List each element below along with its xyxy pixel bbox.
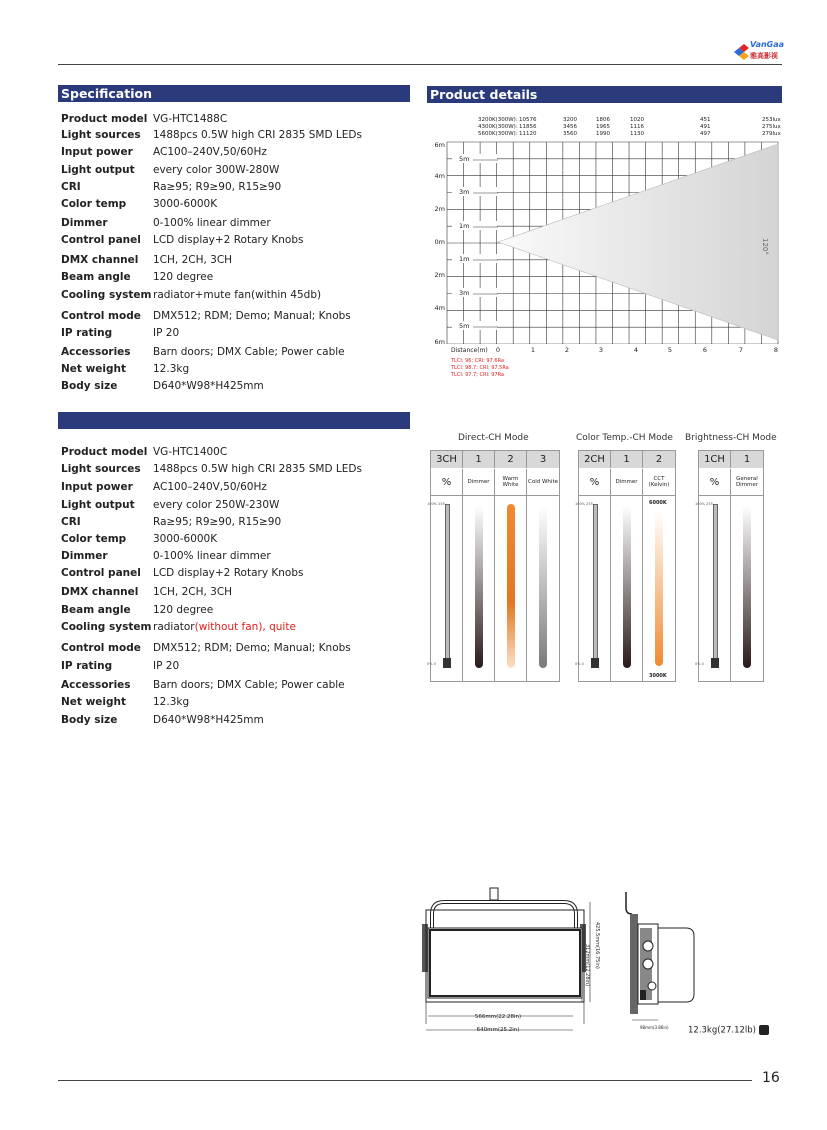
mode-sub-cell (495, 469, 527, 496)
spec-value-text: 120 degree (153, 271, 214, 283)
spec-value (153, 271, 213, 283)
spec-value (153, 516, 281, 528)
lux-value: 1806 (596, 117, 610, 123)
spec-key: Control panel (61, 234, 141, 246)
mode-sub-text: % (709, 476, 720, 488)
fader-track (593, 504, 598, 668)
mode-sub-text: Cold White (528, 479, 558, 485)
fader-top-label: 100% 255 (695, 502, 713, 506)
spec-key: Control panel (61, 567, 141, 579)
mode-head-cell: 1CH (699, 451, 731, 468)
spec-value-text: 0-100% linear dimmer (153, 550, 271, 562)
spec-value-text: 120 degree (153, 604, 214, 616)
mode-sub-cell (527, 469, 559, 496)
x-tick-label: 1 (530, 346, 536, 354)
spec-value (153, 696, 189, 708)
lux-value: 279lux (762, 131, 781, 137)
spec-value-text: 12.3kg (153, 363, 190, 375)
mode-sub-cell (463, 469, 495, 496)
spec-value (153, 164, 279, 176)
spec-value-text: radiator+mute fan(within 45db) (153, 289, 322, 301)
spec-key: IP rating (61, 327, 113, 339)
weight-icon (759, 1025, 769, 1035)
mode-sub-text: % (441, 476, 452, 488)
mode-head-cell: 1 (731, 451, 763, 468)
spec-value-text: Barn doors; DMX Cable; Power cable (153, 679, 345, 691)
logo-text: VanGaa (750, 40, 785, 49)
spec-key: Cooling system (61, 289, 152, 301)
spec-value (153, 679, 345, 691)
dim-width-outer: 640mm(25.2in) (476, 1027, 520, 1033)
spec-value (153, 550, 271, 562)
cct-mode-title: Color Temp.-CH Mode (576, 433, 673, 443)
dim-height-inner: 312mm(12.28in) (584, 944, 590, 987)
spec-value (153, 586, 232, 598)
y-axis-label: 6m (434, 141, 445, 149)
spec-value (153, 217, 271, 229)
brand-logo (730, 40, 786, 64)
mode-column (731, 496, 763, 681)
spec-value (153, 499, 279, 511)
lux-value: 491 (700, 124, 711, 130)
spec-key: Accessories (61, 679, 131, 691)
spec-value-text: DMX512; RDM; Demo; Manual; Knobs (153, 310, 351, 322)
y-axis-label: 2m (434, 205, 445, 213)
mode-column (611, 496, 643, 681)
lux-value: 3456 (563, 124, 577, 130)
lux-value: 11856 (519, 124, 537, 130)
x-tick-label: 8 (773, 346, 779, 354)
spec-value (153, 446, 227, 458)
spec-key: Light sources (61, 129, 141, 141)
distance-label: 3m (459, 289, 470, 297)
details-title: Product details (430, 87, 538, 102)
spec-key: CRI (61, 516, 81, 528)
lux-value: 3560 (563, 131, 577, 137)
fader-bottom-label: 0% 0 (427, 662, 436, 666)
mode-column (527, 496, 559, 681)
spec-value (153, 113, 227, 125)
x-axis-title: Distance(m) (451, 347, 488, 354)
spec-value-text: 1488pcs 0.5W high CRI 2835 SMD LEDs (153, 463, 362, 475)
fader-knob[interactable] (711, 658, 719, 668)
spec-value (153, 463, 362, 475)
spec-title-bar (58, 85, 410, 102)
dim-depth: 98mm(3.86in) (640, 1025, 669, 1030)
spec-value (153, 254, 232, 266)
spec-key: CRI (61, 181, 81, 193)
lux-value: 253lux (762, 117, 781, 123)
spec-value-text: AC100–240V,50/60Hz (153, 481, 267, 493)
mode-column (643, 496, 675, 681)
spec-value-text: every color 300W-280W (153, 164, 280, 176)
header-rule (58, 64, 782, 65)
lux-value: 451 (700, 117, 711, 123)
fader-top-label: 100% 255 (575, 502, 593, 506)
spec-value-text: 1CH, 2CH, 3CH (153, 254, 233, 266)
fader-knob[interactable] (443, 658, 451, 668)
spec-value (153, 129, 362, 141)
spec-key: Color temp (61, 198, 127, 210)
spec-value-text: radiator (153, 621, 195, 633)
spec-key: Input power (61, 481, 133, 493)
lux-value: 275lux (762, 124, 781, 130)
weight-text: 12.3kg(27.12lb) (688, 1025, 756, 1036)
channel-gradient-bar (623, 506, 631, 668)
front-view-drawing (410, 884, 610, 1040)
channel-gradient-bar (539, 506, 547, 668)
mode-sub-text: Warm White (502, 476, 519, 488)
spec-value-text: AC100–240V,50/60Hz (153, 146, 267, 158)
mode-sub-text: Dimmer (467, 479, 490, 485)
fader-bottom-label: 0% 0 (695, 662, 704, 666)
tlci-label: TLCI: 96; CRI: 97.6Ra (451, 358, 504, 364)
mode-column (463, 496, 495, 681)
x-tick-label: 3 (598, 346, 604, 354)
spec-value (153, 567, 303, 579)
lux-value: 1990 (596, 131, 610, 137)
direct-mode-title: Direct-CH Mode (458, 433, 529, 443)
distance-label: 5m (459, 322, 470, 330)
beam-chart (425, 136, 785, 386)
spec-value (153, 660, 179, 672)
spec-key: Beam angle (61, 604, 131, 616)
spec-value-text: Ra≥95; R9≥90, R15≥90 (153, 181, 282, 193)
spec-key: Dimmer (61, 217, 108, 229)
mode-head-cell: 2 (643, 451, 675, 468)
lux-value: 10576 (519, 117, 537, 123)
spec-value (153, 604, 213, 616)
x-tick-label: 2 (564, 346, 570, 354)
spec-value-text: LCD display+2 Rotary Knobs (153, 234, 304, 246)
tlci-label: TLCI: 98.7; CRI: 97.5Ra (451, 365, 509, 371)
spec-value (153, 714, 264, 726)
x-tick-label: 0 (495, 346, 501, 354)
lux-value: 3200 (563, 117, 577, 123)
channel-gradient-bar (475, 506, 483, 668)
mode-sub-text: % (589, 476, 600, 488)
spec-value-text: Barn doors; DMX Cable; Power cable (153, 346, 345, 358)
spec-key: Light output (61, 164, 135, 176)
tlci-label: TLCI: 97.7; CRI: 97Ra (451, 372, 504, 378)
mode-column (495, 496, 527, 681)
lux-value: 1965 (596, 124, 610, 130)
spec-value-text: 3000-6000K (153, 198, 218, 210)
spec-key: Dimmer (61, 550, 108, 562)
spec-value-text: D640*W98*H425mm (153, 380, 264, 392)
mode-sub-text: CCT (Kelvin) (648, 476, 670, 488)
y-axis-label: 4m (434, 172, 445, 180)
spec-value-text: D640*W98*H425mm (153, 714, 264, 726)
spec-key: Body size (61, 380, 118, 392)
direct-mode-panel (427, 450, 560, 682)
lux-label: 3200K(300W): (478, 117, 518, 123)
cct-top-label: 6000K (649, 500, 667, 506)
channel-gradient-bar (743, 506, 751, 668)
details-title-bar (427, 86, 782, 103)
lux-value: 11120 (519, 131, 537, 137)
mode-sub-text: Dimmer (615, 479, 638, 485)
spec-value-note: (without fan), quite (194, 621, 296, 633)
spec-key: IP rating (61, 660, 113, 672)
spec-value (153, 481, 267, 493)
spec-value (153, 380, 264, 392)
spec2-title-bar (58, 412, 410, 429)
spec-value (153, 146, 267, 158)
mode-head-cell: 1 (463, 451, 495, 468)
spec-key: Accessories (61, 346, 131, 358)
spec-key: Light output (61, 499, 135, 511)
lux-value: 497 (700, 131, 711, 137)
y-axis-label: 0m (434, 238, 445, 246)
lux-value: 1130 (630, 131, 644, 137)
mode-head-cell: 2CH (579, 451, 611, 468)
beam-angle-label: 120° (761, 238, 769, 255)
spec-value (153, 310, 351, 322)
mode-sub-cell (431, 469, 463, 496)
x-tick-label: 7 (738, 346, 744, 354)
spec-title: Specification (61, 86, 152, 101)
mode-sub-cell (699, 469, 731, 496)
cct-bottom-label: 3000K (649, 673, 667, 679)
channel-gradient-bar (655, 510, 663, 666)
spec-value (153, 533, 217, 545)
spec-value-text: 12.3kg (153, 696, 190, 708)
mode-sub-cell (579, 469, 611, 496)
mode-column (695, 496, 731, 681)
distance-label: 5m (459, 155, 470, 163)
spec-key: Control mode (61, 642, 141, 654)
x-tick-label: 6 (702, 346, 708, 354)
spec-value-text: LCD display+2 Rotary Knobs (153, 567, 304, 579)
spec-value-text: IP 20 (153, 327, 180, 339)
spec-key: DMX channel (61, 586, 139, 598)
mode-sub-cell (611, 469, 643, 496)
mode-head-cell: 1 (611, 451, 643, 468)
lux-value: 1116 (630, 124, 644, 130)
spec-value (153, 363, 189, 375)
spec-key: Beam angle (61, 271, 131, 283)
y-axis-label: 4m (434, 304, 445, 312)
mode-column (575, 496, 611, 681)
lux-value: 1020 (630, 117, 644, 123)
y-axis-label: 2m (434, 271, 445, 279)
mode-column (427, 496, 463, 681)
mode-head-cell: 2 (495, 451, 527, 468)
logo-cn: 雅高影视 (750, 52, 778, 60)
spec-value-text: IP 20 (153, 660, 180, 672)
spec-value-text: every color 250W-230W (153, 499, 280, 511)
spec-key: Product model (61, 113, 148, 125)
bright-mode-title: Brightness-CH Mode (685, 433, 777, 443)
spec-key: DMX channel (61, 254, 139, 266)
spec-value (153, 621, 296, 633)
dim-height-outer: 425.5mm(16.75in) (594, 922, 600, 969)
spec-value-text: VG-HTC1400C (153, 446, 228, 458)
spec-value (153, 181, 281, 193)
spec-key: Net weight (61, 363, 127, 375)
spec-value (153, 234, 303, 246)
spec-key: Cooling system (61, 621, 152, 633)
x-tick-label: 5 (667, 346, 673, 354)
spec-value-text: 0-100% linear dimmer (153, 217, 271, 229)
y-axis-label: 6m (434, 338, 445, 346)
lux-label: 4300K(300W): (478, 124, 518, 130)
spec-key: Net weight (61, 696, 127, 708)
spec-value-text: 1CH, 2CH, 3CH (153, 586, 233, 598)
spec-key: Control mode (61, 310, 141, 322)
mode-sub-cell (731, 469, 763, 496)
x-tick-label: 4 (633, 346, 639, 354)
weight-label (688, 1025, 769, 1036)
spec-value-text: VG-HTC1488C (153, 113, 228, 125)
spec-value-text: 1488pcs 0.5W high CRI 2835 SMD LEDs (153, 129, 362, 141)
spec-value-text: DMX512; RDM; Demo; Manual; Knobs (153, 642, 351, 654)
spec-value (153, 289, 321, 301)
fader-top-label: 100% 255 (427, 502, 445, 506)
spec-key: Body size (61, 714, 118, 726)
fader-bottom-label: 0% 0 (575, 662, 584, 666)
distance-label: 1m (459, 255, 470, 263)
mode-head-cell: 3 (527, 451, 559, 468)
spec-value (153, 198, 217, 210)
spec-value (153, 327, 179, 339)
mode-head-cell: 3CH (431, 451, 463, 468)
fader-knob[interactable] (591, 658, 599, 668)
fader-track (445, 504, 450, 668)
spec-value-text: Ra≥95; R9≥90, R15≥90 (153, 516, 282, 528)
mode-sub-cell (643, 469, 675, 496)
spec-key: Light sources (61, 463, 141, 475)
bright-mode-panel (695, 450, 764, 682)
mode-sub-text: General Dimmer (735, 476, 759, 488)
distance-label: 1m (459, 222, 470, 230)
side-view-drawing (620, 884, 700, 1044)
lux-label: 5600K(300W): (478, 131, 518, 137)
spec-key: Color temp (61, 533, 127, 545)
spec-key: Product model (61, 446, 148, 458)
page-number: 16 (762, 1070, 780, 1086)
distance-label: 3m (459, 188, 470, 196)
spec-key: Input power (61, 146, 133, 158)
footer-rule (58, 1080, 752, 1081)
cct-mode-panel (575, 450, 676, 682)
dim-width-inner: 566mm(22.28in) (474, 1014, 522, 1020)
spec-value-text: 3000-6000K (153, 533, 218, 545)
spec-value (153, 346, 345, 358)
fader-track (713, 504, 718, 668)
channel-gradient-bar (507, 504, 515, 668)
spec-value (153, 642, 351, 654)
